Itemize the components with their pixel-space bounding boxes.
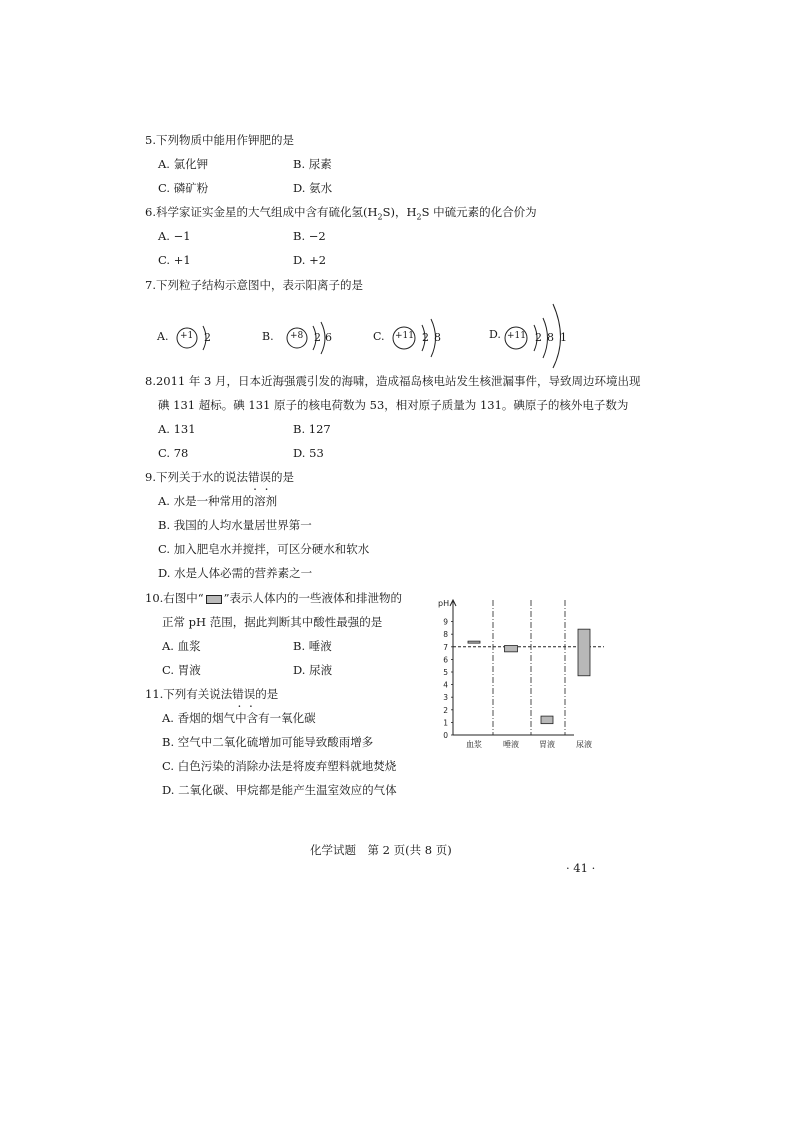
legend-box-icon: [206, 595, 222, 604]
y-tick-label-4: 4: [443, 680, 448, 690]
category-label-4: 尿液: [576, 740, 592, 749]
q10-stem: 10.右图中“ ”表示人体内的一些液体和排泄物的: [145, 591, 403, 605]
ph-range-bar-1: [468, 641, 480, 643]
category-label-2: 唾液: [503, 740, 519, 749]
q10-option-c: C. 胃液: [162, 663, 201, 677]
q5-option-c: C. 磷矿粉: [158, 181, 209, 195]
q10-option-b: B. 唾液: [293, 639, 332, 653]
q9-option-c: C. 加入肥皂水并搅拌，可区分硬水和软水: [158, 542, 370, 556]
atom-d-shell-3: 1: [560, 331, 567, 344]
atom-c-shell-1: 2: [422, 331, 429, 344]
q6-stem: 6.科学家证实金星的大气组成中含有硫化氢$(H_2S)$，$H_2S$ 中硫元素的化合价为: [145, 205, 537, 222]
q9-option-a: A. 水是一种常用的溶剂: [158, 494, 278, 508]
atom-b-letter: B.: [262, 330, 274, 343]
q8-stem-line2: 碘 131 超标。碘 131 原子的核电荷数为 53，相对原子质量为 131。碘原子的核外电子数为: [158, 398, 629, 412]
atom-d-shell-2: 8: [547, 331, 554, 344]
atom-a-nucleus: +1: [180, 331, 194, 341]
y-tick-label-6: 6: [443, 655, 448, 665]
atom-b-shell-1: 2: [314, 331, 321, 344]
y-tick-label-2: 2: [443, 705, 448, 715]
q10-stem-line2: 正常 pH 范围，据此判断其中酸性最强的是: [162, 615, 383, 629]
y-axis-label: pH: [438, 599, 450, 608]
y-tick-label-8: 8: [443, 630, 448, 640]
ph-range-bar-2: [505, 646, 518, 652]
q5-option-a: A. 氯化钾: [158, 157, 209, 171]
q11-option-c: C. 白色污染的消除办法是将废弃塑料就地焚烧: [162, 759, 397, 773]
q11-option-a: A. 香烟的烟气中含有一氧化碳: [162, 711, 316, 725]
q8-option-d: D. 53: [293, 446, 324, 460]
q6-option-a: A. −1: [158, 229, 191, 243]
q8-stem-line1: 8.2011 年 3 月，日本近海强震引发的海啸，造成福岛核电站发生核泄漏事件，导致周边环境出现: [145, 374, 641, 388]
q9-option-d: D. 水是人体必需的营养素之一: [158, 566, 313, 580]
q11-option-b: B. 空气中二氧化硫增加可能导致酸雨增多: [162, 735, 374, 749]
y-tick-label-9: 9: [443, 617, 448, 627]
q7-stem: 7.下列粒子结构示意图中，表示阳离子的是: [145, 278, 363, 292]
y-tick-label-7: 7: [443, 642, 448, 652]
atom-a-shell-1: 2: [204, 331, 211, 344]
atom-d-nucleus: +11: [507, 331, 526, 341]
q9-stem: 9.下列关于水的说法错误的是: [145, 470, 294, 484]
q10-option-d: D. 尿液: [293, 663, 333, 677]
ph-range-bar-4: [578, 629, 590, 676]
category-label-1: 血浆: [466, 740, 482, 749]
q5-option-d: D. 氨水: [293, 181, 333, 195]
y-tick-label-0: 0: [443, 731, 448, 740]
atom-c-letter: C.: [373, 330, 385, 343]
atom-c-nucleus: +11: [395, 331, 414, 341]
q6-option-b: B. −2: [293, 229, 326, 243]
atom-a-letter: A.: [157, 330, 169, 343]
q9-option-b: B. 我国的人均水量居世界第一: [158, 518, 312, 532]
q8-option-c: C. 78: [158, 446, 189, 460]
category-label-3: 胃液: [539, 740, 555, 749]
q8-option-a: A. 131: [158, 422, 196, 436]
q8-option-b: B. 127: [293, 422, 331, 436]
atom-d-letter: D.: [489, 328, 501, 341]
q6-option-d: D. +2: [293, 253, 327, 267]
atom-b-shell-2: 6: [325, 331, 332, 344]
q5-option-b: B. 尿素: [293, 157, 332, 171]
page-number: · 41 ·: [566, 861, 596, 875]
page-footer-title: 化学试题 第 2 页(共 8 页): [310, 843, 452, 857]
ph-range-bar-3: [541, 716, 553, 724]
q10-option-a: A. 血浆: [162, 639, 201, 653]
q5-stem: 5.下列物质中能用作钾肥的是: [145, 133, 294, 147]
q11-option-d: D. 二氧化碳、甲烷都是能产生温室效应的气体: [162, 783, 397, 797]
ph-range-chart: [436, 596, 606, 756]
q6-option-c: C. +1: [158, 253, 191, 267]
y-tick-label-5: 5: [443, 668, 448, 677]
atom-d-shell-1: 2: [535, 331, 542, 344]
atom-b-nucleus: +8: [290, 331, 304, 341]
atom-c-shell-2: 8: [434, 331, 441, 344]
y-tick-label-1: 1: [443, 718, 448, 728]
q11-stem: 11.下列有关说法错误的是: [145, 687, 279, 701]
y-tick-label-3: 3: [443, 693, 448, 703]
